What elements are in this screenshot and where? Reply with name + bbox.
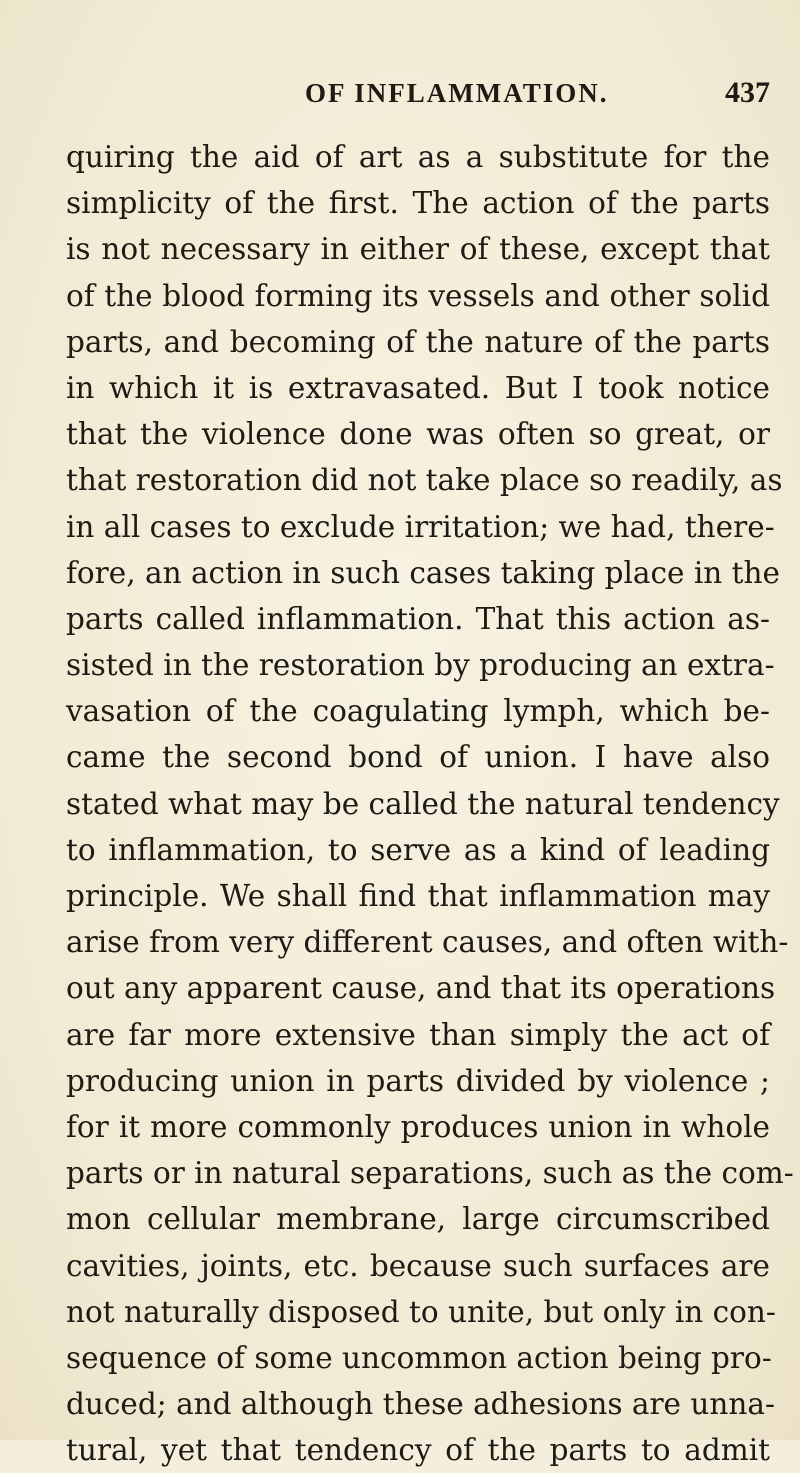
text-line: arise from very different causes, and often with- (66, 925, 789, 960)
text-line: not naturally disposed to unite, but only in con- (66, 1294, 776, 1329)
text-line: quiring the aid of art as a substitute for the (66, 140, 770, 174)
text-line: parts or in natural separations, such as the com- (66, 1156, 794, 1191)
text-line: of the blood forming its vessels and other solid (66, 278, 770, 313)
text-line: duced; and although these adhesions are unna- (66, 1387, 775, 1422)
text-line: that restoration did not take place so readily, as (66, 463, 783, 498)
text-line: tural, yet that tendency of the parts to admit (66, 1433, 770, 1468)
text-line: for it more commonly produces union in whole (66, 1109, 770, 1144)
text-line: in all cases to exclude irritation; we had, there- (66, 509, 775, 544)
text-line: sisted in the restoration by producing an extra- (66, 648, 775, 683)
text-line: in which it is extravasated. But I took notice (66, 370, 770, 405)
running-title: OF INFLAMMATION. (305, 78, 609, 108)
text-line: simplicity of the first. The action of the parts (66, 186, 770, 221)
body-text (66, 134, 794, 1473)
text-line: stated what may be called the natural tendency (66, 786, 780, 821)
text-line: fore, an action in such cases taking place in the (66, 555, 780, 590)
text-line: parts, and becoming of the nature of the parts (66, 324, 770, 359)
text-line: principle. We shall find that inflammation may (66, 879, 770, 913)
text-line: to inflammation, to serve as a kind of leading (66, 832, 770, 867)
text-line: that the violence done was often so great, or (66, 417, 770, 452)
running-head (0, 78, 800, 118)
text-line: sequence of some uncommon action being pro- (66, 1340, 772, 1375)
text-line: mon cellular membrane, large circumscribed (66, 1202, 770, 1237)
text-line: came the second bond of union. I have also (66, 740, 770, 775)
text-line: are far more extensive than simply the act of (66, 1017, 770, 1052)
text-line: is not necessary in either of these, except that (66, 232, 770, 267)
text-line: out any apparent cause, and that its operations (66, 971, 776, 1006)
page-number: 437 (725, 76, 770, 109)
text-line: producing union in parts divided by violence ; (66, 1063, 770, 1098)
text-line: vasation of the coagulating lymph, which be- (66, 694, 770, 729)
text-line: cavities, joints, etc. because such surfaces are (66, 1248, 770, 1283)
text-line: parts called inflammation. That this action as- (66, 601, 770, 636)
